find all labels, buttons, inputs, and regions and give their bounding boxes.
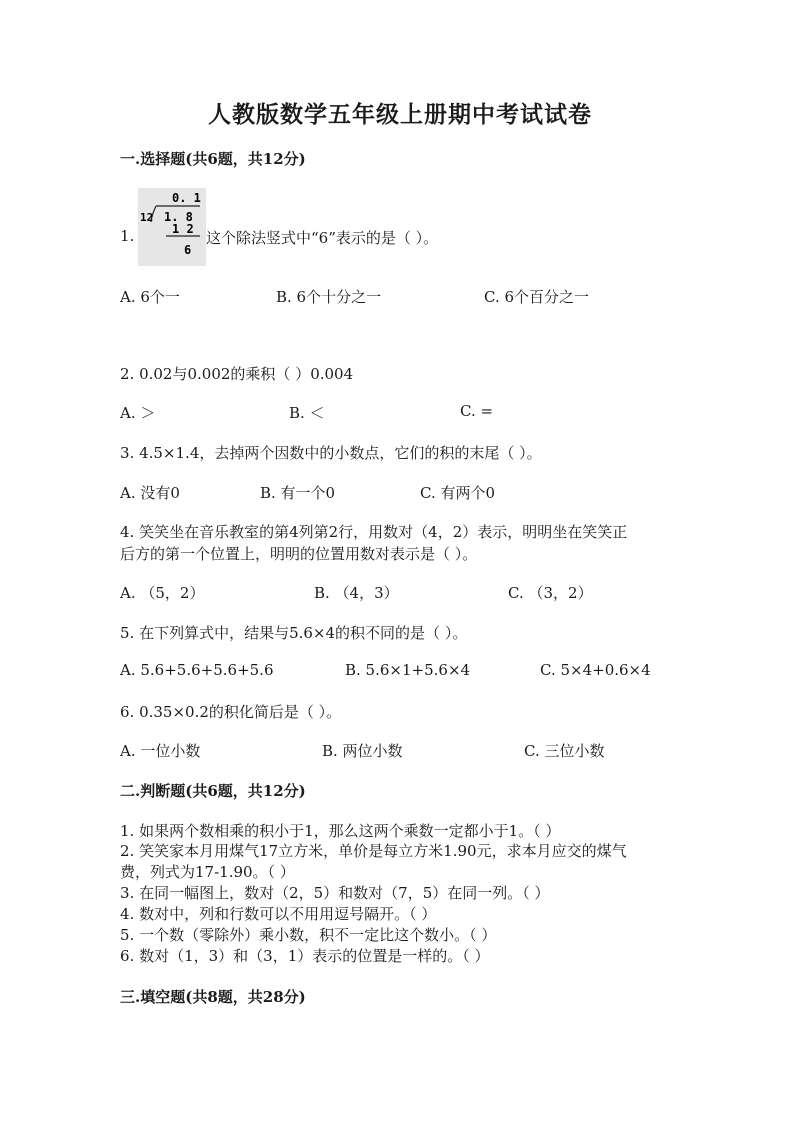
question-2-option-c: C. =: [460, 402, 494, 420]
question-6-option-c: C. 三位小数: [524, 742, 605, 760]
question-6-option-a: A. 一位小数: [120, 742, 201, 760]
figure-divisor: 12: [140, 211, 154, 224]
question-1-option-a: A. 6个一: [120, 288, 180, 306]
section-heading-judge: 二.判断题(共6题，共12分): [120, 782, 306, 800]
question-3-option-a: A. 没有0: [120, 484, 180, 502]
question-1-option-c: C. 6个百分之一: [484, 288, 590, 306]
figure-product: 1 2: [172, 222, 194, 236]
question-6-option-b: B. 两位小数: [322, 742, 403, 760]
question-4-option-c: C. （3，2）: [508, 584, 593, 602]
question-3-option-c: C. 有两个0: [420, 484, 496, 502]
question-1-text: 这个除法竖式中“6”表示的是（ ）。: [206, 229, 439, 247]
division-figure: [138, 188, 206, 266]
section-heading-choice: 一.选择题(共6题，共12分): [120, 150, 306, 168]
question-5-text: 5. 在下列算式中，结果与5.6×4的积不同的是（ ）。: [120, 624, 468, 642]
judge-item-4: 4. 数对中，列和行数可以不用用逗号隔开。（ ）: [120, 905, 437, 923]
question-2-option-a: A. ＞: [120, 404, 156, 422]
question-4-option-a: A. （5，2）: [120, 584, 205, 602]
question-4-text-line1: 4. 笑笑坐在音乐教室的第4列第2行，用数对（4，2）表示，明明坐在笑笑正: [120, 523, 628, 541]
judge-item-5: 5. 一个数（零除外）乘小数，积不一定比这个数小。（ ）: [120, 926, 497, 944]
question-3-text: 3. 4.5×1.4，去掉两个因数中的小数点，它们的积的末尾（ ）。: [120, 444, 542, 462]
question-6-text: 6. 0.35×0.2的积化简后是（ ）。: [120, 703, 342, 721]
section-heading-fill: 三.填空题(共8题，共28分): [120, 988, 306, 1006]
figure-quotient: 0. 1: [172, 191, 201, 205]
question-2-option-b: B. ＜: [289, 404, 325, 422]
question-4-option-b: B. （4，3）: [314, 584, 399, 602]
figure-remainder: 6: [184, 243, 192, 257]
page-title: 人教版数学五年级上册期中考试试卷: [208, 101, 592, 128]
question-5-option-b: B. 5.6×1+5.6×4: [345, 661, 471, 679]
question-3-option-b: B. 有一个0: [260, 484, 336, 502]
question-1-option-b: B. 6个十分之一: [276, 288, 382, 306]
figure-dividend: 1. 8: [164, 210, 193, 224]
judge-item-2-line2: 费，列式为17-1.90。（ ）: [120, 863, 295, 881]
judge-item-3: 3. 在同一幅图上，数对（2，5）和数对（7，5）在同一列。（ ）: [120, 884, 550, 902]
judge-item-1: 1. 如果两个数相乘的积小于1，那么这两个乘数一定都小于1。（ ）: [120, 822, 561, 840]
question-5-option-a: A. 5.6+5.6+5.6+5.6: [120, 661, 274, 679]
judge-item-6: 6. 数对（1，3）和（3，1）表示的位置是一样的。（ ）: [120, 947, 490, 965]
question-5-option-c: C. 5×4+0.6×4: [540, 661, 651, 679]
question-1-number: 1.: [120, 227, 135, 245]
question-2-text: 2. 0.02与0.002的乘积（ ）0.004: [120, 365, 354, 383]
judge-item-2-line1: 2. 笑笑家本月用煤气17立方米，单价是每立方米1.90元，求本月应交的煤气: [120, 842, 627, 860]
question-4-text-line2: 后方的第一个位置上，明明的位置用数对表示是（ ）。: [120, 545, 478, 563]
